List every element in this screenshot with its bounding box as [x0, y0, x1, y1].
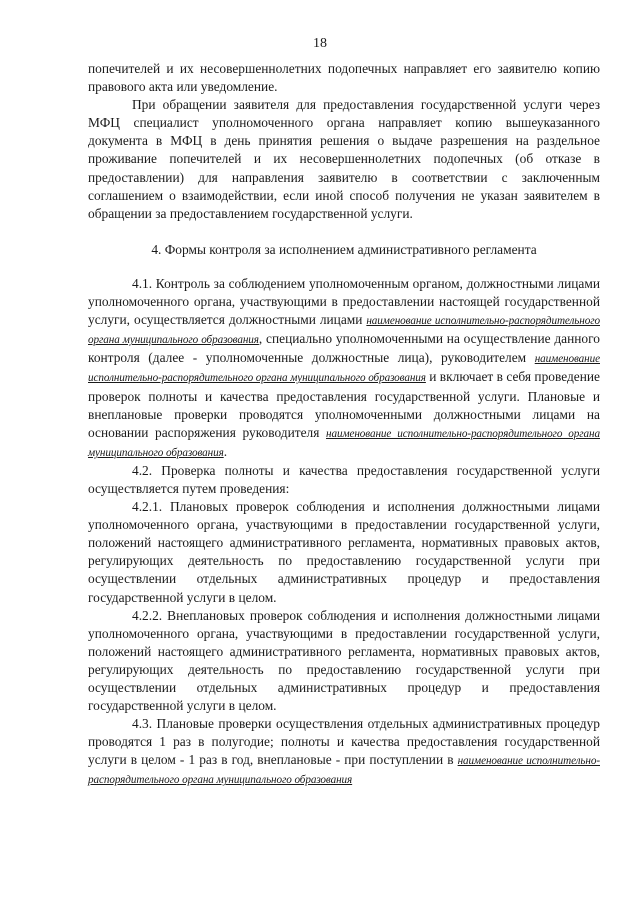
paragraph-text: 4.2. Проверка полноты и качества предоставления государственной услуги осуществляется путем проведения: [88, 462, 600, 496]
paragraph-text: 4. Формы контроля за исполнением административного регламента [151, 241, 537, 257]
paragraph-p1 [88, 60, 600, 96]
paragraph-text: При обращении заявителя для предоставления государственной услуги через МФЦ специалист уполномоченного органа направляет копию вышеуказанного документа в МФЦ в день принятия решения о выдаче разрешения на раздельное проживание попечителей и их несовершеннолетних подопечных (об отказе в предоставлении) для направления заявителю в соответствии с заключенным соглашением о взаимодействии, если иной способ получения не указан заявителем в обращении за предоставлением государственной услуги. [88, 97, 600, 221]
paragraph-p4_2_2 [88, 607, 600, 716]
paragraph-text: , специально уполномоченными на осуществление данного контроля (далее - уполномоченные должностные лица), руководителем [88, 331, 600, 366]
paragraph-text: 4.3. Плановые проверки осуществления отдельных административных процедур проводятся 1 раз в полугодие; полноты и качества предоставления государственной услуги в целом - 1 раз в год, внеплановые - при поступлении в [88, 716, 600, 768]
paragraph-text: попечителей и их несовершеннолетних подопечных направляет его заявителю копию правового акта или уведомление. [88, 61, 600, 95]
paragraph-text: . [223, 443, 228, 459]
paragraph-p4_2 [88, 462, 600, 498]
paragraph-text: 4.2.2. Внеплановых проверок соблюдения и исполнения должностными лицами уполномоченного органа, участвующими в предоставлении государственной услуги, положений настоящего административного регламента, нормативных правовых актов, регулирующих деятельность по предоставлению государственной услуги при осуществлении отдельных административных процедур и предоставления государственной услуги в целом. [88, 607, 600, 714]
paragraph-text: 4.2.1. Плановых проверок соблюдения и исполнения должностными лицами уполномоченного органа, участвующими в предоставлении государственной услуги, положений настоящего административного регламента, нормативных правовых актов, регулирующих деятельность по предоставлению государственной услуги при осуществлении отдельных административных процедур и предоставления государственной услуги в целом. [88, 499, 600, 605]
paragraph-p2 [88, 96, 600, 223]
paragraph-p4_3 [88, 715, 600, 789]
placeholder-text: наименование исполнительно-распорядительного органа муниципального образования [88, 315, 600, 347]
page-number: 18 [313, 36, 327, 51]
section-heading [88, 241, 600, 259]
placeholder-text: наименование исполнительно-распорядительного органа муниципального образования [88, 755, 600, 787]
paragraph-p4_2_1 [88, 498, 600, 607]
paragraph-text: 4.1. Контроль за соблюдением уполномоченным органом, должностными лицами уполномоченного органа, участвующими в предоставлении настоящей государственной услуги, осуществляется должностными лицами [88, 275, 600, 328]
paragraph-p4_1 [88, 275, 600, 462]
placeholder-text: наименование исполнительно-распорядительного органа муниципального образования [88, 427, 600, 459]
document-body [88, 60, 600, 790]
paragraph-text: и включает в себя проведение проверок полноты и качества предоставления государственной услуги. Плановые и внеплановые проверки проводятся уполномоченными должностными лицами на основании распоряжения руководителя [88, 369, 600, 440]
placeholder-text: наименование исполнительно-распорядительного органа муниципального образования [88, 353, 600, 385]
